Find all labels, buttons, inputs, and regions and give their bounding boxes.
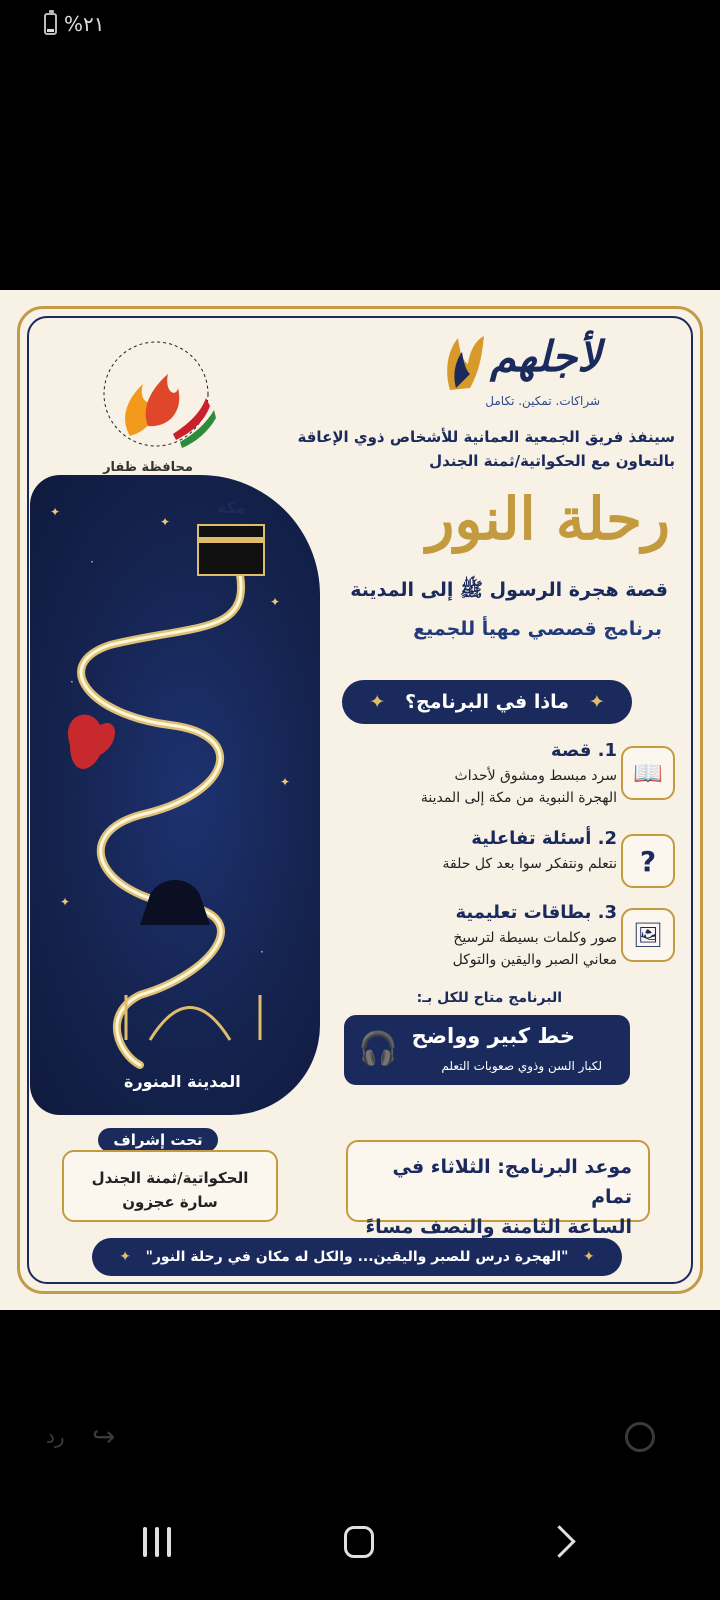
program-item-title: 2. أسئلة تفاعلية	[471, 828, 617, 849]
sparkle-icon: ✦	[369, 691, 386, 713]
reply-arrow-icon[interactable]: ↪	[92, 1420, 116, 1453]
brand-tagline: شراكات. تمكين. تكامل	[485, 394, 600, 408]
program-contents-label: ماذا في البرنامج؟	[404, 691, 570, 713]
status-bar	[0, 0, 720, 50]
star-icon: ·	[90, 555, 94, 569]
poster-subtitle: قصة هجرة الرسول ﷺ إلى المدينة	[350, 579, 668, 601]
supervision-box	[62, 1150, 278, 1222]
poster-title: رحلة النور	[426, 485, 670, 553]
brand-hand-icon	[440, 330, 490, 400]
program-item-desc: سرد مبسط ومشوق لأحداث الهجرة النبوية من مكة إلى المدينة	[420, 768, 617, 806]
accessibility-title: خط كبير وواضح	[411, 1024, 575, 1048]
association-logo-icon	[68, 326, 228, 466]
program-item	[345, 902, 675, 971]
program-item-desc: صور وكلمات بسيطة لترسيخ معاني الصبر واليقين والتوكل	[452, 930, 617, 968]
supervision-line-1: الحكواتية/ثمنة الجندل	[91, 1169, 249, 1187]
association-region-label: محافظة ظفار	[103, 460, 193, 475]
quote-banner	[92, 1238, 622, 1276]
program-contents-banner	[342, 680, 632, 724]
intro-line-2: بالتعاون مع الحكواتية/ثمنة الجندل	[429, 452, 675, 470]
emoji-icon[interactable]	[625, 1422, 655, 1452]
poster-tagline: برنامج قصصي مهيأ للجميع	[413, 618, 662, 640]
battery-icon	[44, 13, 57, 35]
star-icon: ·	[70, 675, 74, 689]
question-icon: ?	[621, 834, 675, 888]
sparkle-icon: ✦	[588, 691, 605, 713]
back-icon[interactable]	[543, 1525, 576, 1558]
star-icon: ·	[260, 945, 264, 959]
program-item	[345, 740, 675, 809]
program-item-title: 1. قصة	[550, 740, 617, 761]
star-icon: ✦	[160, 515, 171, 529]
home-icon[interactable]	[344, 1526, 374, 1558]
headphones-icon: 🎧	[358, 1029, 398, 1067]
brand-name: لأجلهم	[490, 332, 602, 381]
sparkle-icon: ✦	[583, 1249, 595, 1265]
quote-text: "الهجرة درس للصبر واليقين... والكل له مكان في رحلة النور"	[145, 1249, 569, 1265]
book-icon: 📖	[621, 746, 675, 800]
madina-label: المدينة المنورة	[124, 1072, 241, 1091]
mecca-label: مكة	[217, 498, 246, 517]
reply-label[interactable]: رد	[46, 1424, 65, 1448]
program-item-title: 3. بطاقات تعليمية	[455, 902, 617, 923]
reply-bar	[0, 1410, 720, 1470]
supervision-line-2: سارة عجزون	[122, 1193, 218, 1211]
system-nav-bar	[0, 1500, 720, 1600]
star-icon: ✦	[50, 505, 61, 519]
accessibility-banner	[344, 1015, 630, 1085]
poster-image[interactable]	[0, 290, 720, 1310]
intro-line-1: سينفذ فريق الجمعية العمانية للأشخاص ذوي الإعاقة	[297, 428, 675, 446]
schedule-line-1: موعد البرنامج: الثلاثاء في تمام	[392, 1156, 632, 1208]
accessibility-subtitle: لكبار السن وذوي صعوبات التعلم	[441, 1059, 602, 1073]
star-icon: ✦	[280, 775, 291, 789]
star-icon: ✦	[270, 595, 281, 609]
intro-text	[295, 425, 675, 473]
sparkle-icon: ✦	[119, 1249, 131, 1265]
availability-label: البرنامج متاح للكل بـ:	[416, 990, 562, 1006]
schedule-box	[346, 1140, 650, 1238]
star-icon: ✦	[60, 895, 71, 909]
battery-level: %٢١	[64, 12, 105, 36]
schedule-line-2: الساعة الثامنة والنصف مساءً	[365, 1216, 632, 1238]
recent-apps-icon[interactable]	[143, 1527, 177, 1557]
image-cards-icon: 🖼	[621, 908, 675, 962]
program-item-desc: نتعلم ونتفكر سوا بعد كل حلقة	[442, 856, 617, 872]
supervision-tag: تحت إشراف	[98, 1128, 218, 1152]
journey-path-icon	[30, 475, 320, 1115]
program-item	[345, 828, 675, 878]
